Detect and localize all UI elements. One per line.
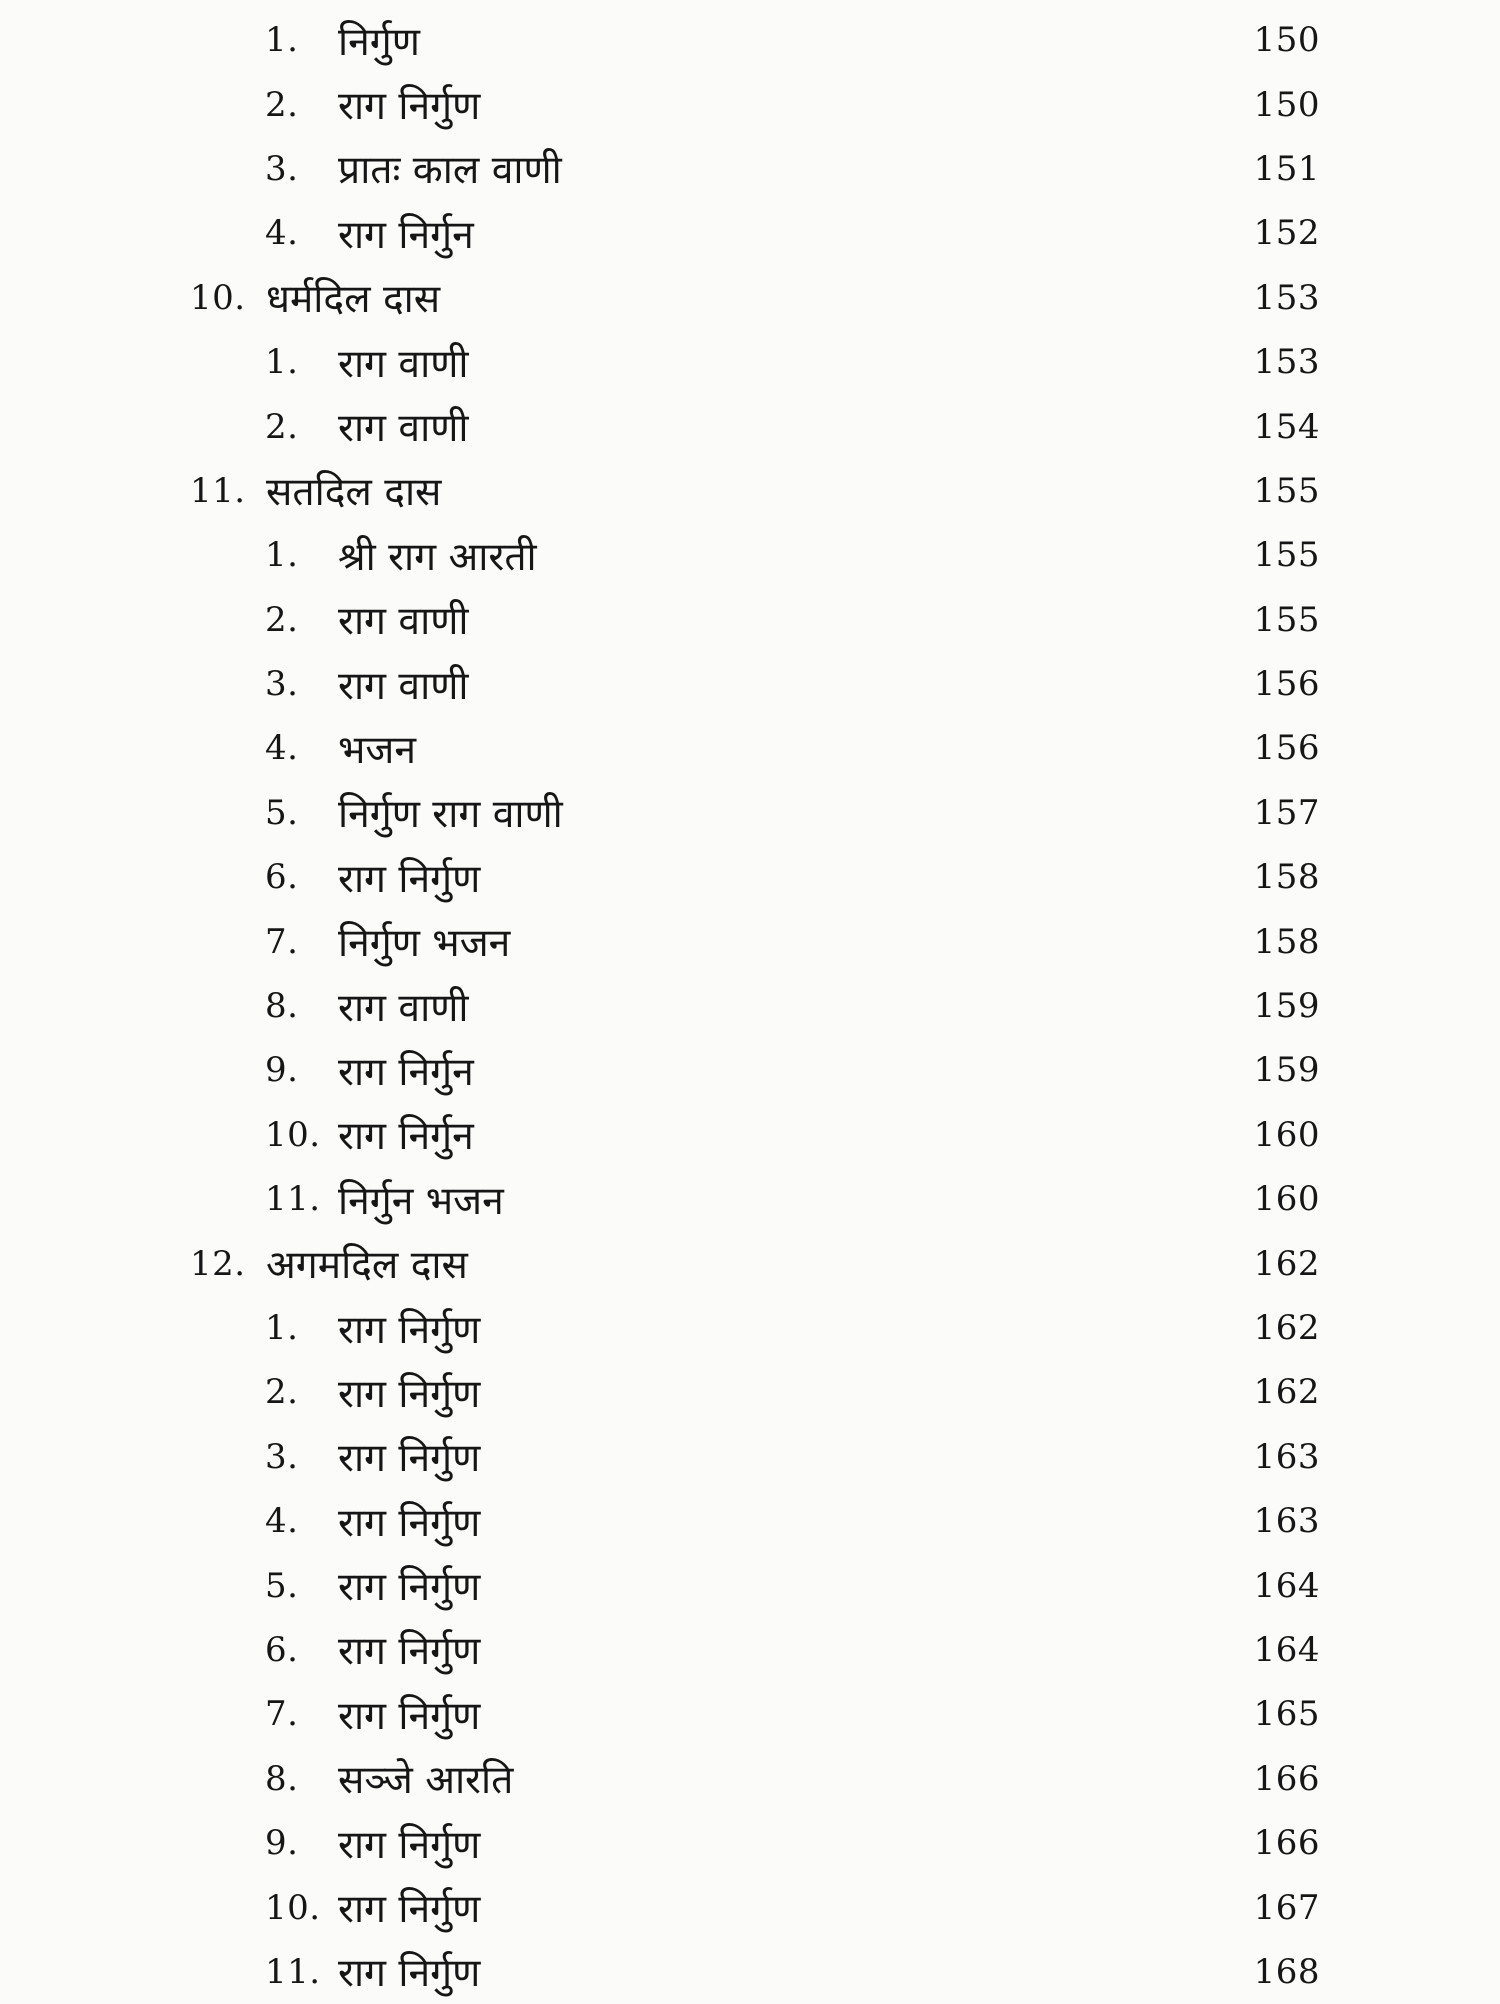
- toc-item-row: [190, 394, 1320, 458]
- toc-item-row: [190, 8, 1320, 72]
- toc-section-row: [190, 459, 1320, 523]
- entry-page-number: 156: [1253, 728, 1320, 769]
- toc-item-row: [190, 1553, 1320, 1617]
- entry-title: राग निर्गुण: [338, 1565, 481, 1611]
- entry-number: 3.: [265, 148, 299, 189]
- entry-page-number: 164: [1253, 1629, 1320, 1670]
- entry-number: 11.: [265, 1179, 321, 1220]
- entry-number: 2.: [265, 84, 299, 125]
- entry-page-number: 163: [1253, 1501, 1320, 1542]
- entry-title: राग वाणी: [338, 406, 469, 452]
- entry-number: 3.: [265, 664, 299, 705]
- toc-item-row: [190, 1940, 1320, 2004]
- entry-page-number: 159: [1253, 1050, 1320, 1091]
- entry-title: राग निर्गुण: [338, 1887, 481, 1933]
- entry-number: 2.: [265, 1372, 299, 1413]
- toc-item-row: [190, 1425, 1320, 1489]
- entry-title: राग निर्गुण: [338, 1500, 481, 1546]
- toc-item-row: [190, 330, 1320, 394]
- toc-item-row: [190, 1875, 1320, 1939]
- entry-title: सतदिल दास: [266, 470, 442, 516]
- entry-number: 10.: [265, 1114, 321, 1155]
- entry-number: 4.: [265, 728, 299, 769]
- entry-title: निर्गुण राग वाणी: [338, 792, 563, 838]
- toc-item-row: [190, 1747, 1320, 1811]
- entry-title: प्रातः काल वाणी: [338, 148, 562, 194]
- toc-item-row: [190, 781, 1320, 845]
- entry-number: 11.: [265, 1951, 321, 1992]
- entry-number: 1.: [265, 535, 299, 576]
- entry-title: राग निर्गुण: [338, 1371, 481, 1417]
- entry-number: 4.: [265, 213, 299, 254]
- entry-title: धर्मदिल दास: [266, 277, 441, 323]
- entry-page-number: 160: [1253, 1114, 1320, 1155]
- entry-number: 11.: [190, 470, 246, 511]
- entry-title: निर्गुण: [338, 19, 420, 65]
- toc-item-row: [190, 588, 1320, 652]
- toc-section-row: [190, 266, 1320, 330]
- toc-item-row: [190, 523, 1320, 587]
- entry-page-number: 160: [1253, 1179, 1320, 1220]
- entry-page-number: 165: [1253, 1694, 1320, 1735]
- entry-page-number: 155: [1253, 470, 1320, 511]
- toc-item-row: [190, 1811, 1320, 1875]
- toc-section-row: [190, 1231, 1320, 1295]
- entry-page-number: 156: [1253, 664, 1320, 705]
- entry-title: राग निर्गुण: [338, 1951, 481, 1997]
- entry-page-number: 155: [1253, 535, 1320, 576]
- entry-title: निर्गुण भजन: [338, 921, 511, 967]
- entry-title: राग निर्गुण: [338, 1307, 481, 1353]
- toc-item-row: [190, 137, 1320, 201]
- entry-number: 8.: [265, 986, 299, 1027]
- entry-page-number: 151: [1253, 148, 1320, 189]
- entry-number: 8.: [265, 1758, 299, 1799]
- entry-title: राग निर्गुण: [338, 1822, 481, 1868]
- entry-title: राग वाणी: [338, 985, 469, 1031]
- entry-number: 1.: [265, 1308, 299, 1348]
- entry-title: राग निर्गुन: [338, 1049, 474, 1095]
- toc-item-row: [190, 845, 1320, 909]
- entry-number: 3.: [265, 1436, 299, 1477]
- entry-number: 4.: [265, 1501, 299, 1542]
- entry-title: राग निर्गुण: [338, 1436, 481, 1482]
- toc-item-row: [190, 1360, 1320, 1424]
- toc-item-row: [190, 1296, 1320, 1360]
- entry-title: राग वाणी: [338, 341, 469, 387]
- entry-page-number: 158: [1253, 921, 1320, 962]
- entry-page-number: 166: [1253, 1823, 1320, 1864]
- toc-item-row: [190, 1038, 1320, 1102]
- entry-number: 5.: [265, 1565, 299, 1606]
- entry-title: राग निर्गुण: [338, 856, 481, 902]
- entry-number: 9.: [265, 1823, 299, 1864]
- entry-page-number: 150: [1253, 84, 1320, 125]
- entry-title: सञ्जे आरति: [338, 1758, 514, 1804]
- entry-page-number: 157: [1253, 792, 1320, 833]
- entry-number: 6.: [265, 857, 299, 898]
- entry-page-number: 168: [1253, 1951, 1320, 1992]
- entry-number: 6.: [265, 1629, 299, 1670]
- toc-item-row: [190, 201, 1320, 265]
- entry-page-number: 162: [1253, 1372, 1320, 1413]
- entry-number: 2.: [265, 599, 299, 640]
- entry-title: राग निर्गुन: [338, 1114, 474, 1160]
- entry-title: राग निर्गुन: [338, 212, 474, 258]
- entry-page-number: 154: [1253, 406, 1320, 447]
- entry-page-number: 162: [1253, 1243, 1320, 1284]
- entry-number: 2.: [265, 406, 299, 447]
- toc-item-row: [190, 1682, 1320, 1746]
- entry-number: 10.: [265, 1887, 321, 1928]
- entry-number: 7.: [265, 1694, 299, 1735]
- entry-title: राग निर्गुण: [338, 1629, 481, 1675]
- entry-page-number: 167: [1253, 1887, 1320, 1928]
- entry-title: राग निर्गुण: [338, 84, 481, 130]
- entry-number: 12.: [190, 1243, 246, 1284]
- entry-page-number: 153: [1253, 277, 1320, 318]
- toc-item-row: [190, 72, 1320, 136]
- entry-page-number: 162: [1253, 1308, 1320, 1348]
- toc-item-row: [190, 652, 1320, 716]
- entry-page-number: 164: [1253, 1565, 1320, 1606]
- entry-title: राग वाणी: [338, 599, 469, 645]
- entry-page-number: 163: [1253, 1436, 1320, 1477]
- entry-title: निर्गुन भजन: [338, 1178, 504, 1224]
- entry-title: भजन: [338, 727, 417, 773]
- toc-item-row: [190, 716, 1320, 780]
- toc-item-row: [190, 1618, 1320, 1682]
- entry-title: राग वाणी: [338, 663, 469, 709]
- entry-page-number: 155: [1253, 599, 1320, 640]
- entry-title: अगमदिल दास: [266, 1243, 468, 1289]
- table-of-contents: [190, 8, 1320, 2004]
- entry-page-number: 166: [1253, 1758, 1320, 1799]
- toc-item-row: [190, 1103, 1320, 1167]
- entry-number: 1.: [265, 20, 299, 61]
- entry-page-number: 153: [1253, 342, 1320, 383]
- entry-title: श्री राग आरती: [338, 534, 537, 580]
- entry-number: 5.: [265, 792, 299, 833]
- toc-item-row: [190, 1167, 1320, 1231]
- toc-item-row: [190, 909, 1320, 973]
- entry-page-number: 158: [1253, 857, 1320, 898]
- toc-item-row: [190, 1489, 1320, 1553]
- entry-page-number: 150: [1253, 20, 1320, 61]
- entry-number: 1.: [265, 342, 299, 383]
- entry-number: 7.: [265, 921, 299, 962]
- entry-title: राग निर्गुण: [338, 1693, 481, 1739]
- entry-page-number: 159: [1253, 986, 1320, 1027]
- entry-number: 9.: [265, 1050, 299, 1091]
- entry-number: 10.: [190, 277, 246, 318]
- toc-item-row: [190, 974, 1320, 1038]
- entry-page-number: 152: [1253, 213, 1320, 254]
